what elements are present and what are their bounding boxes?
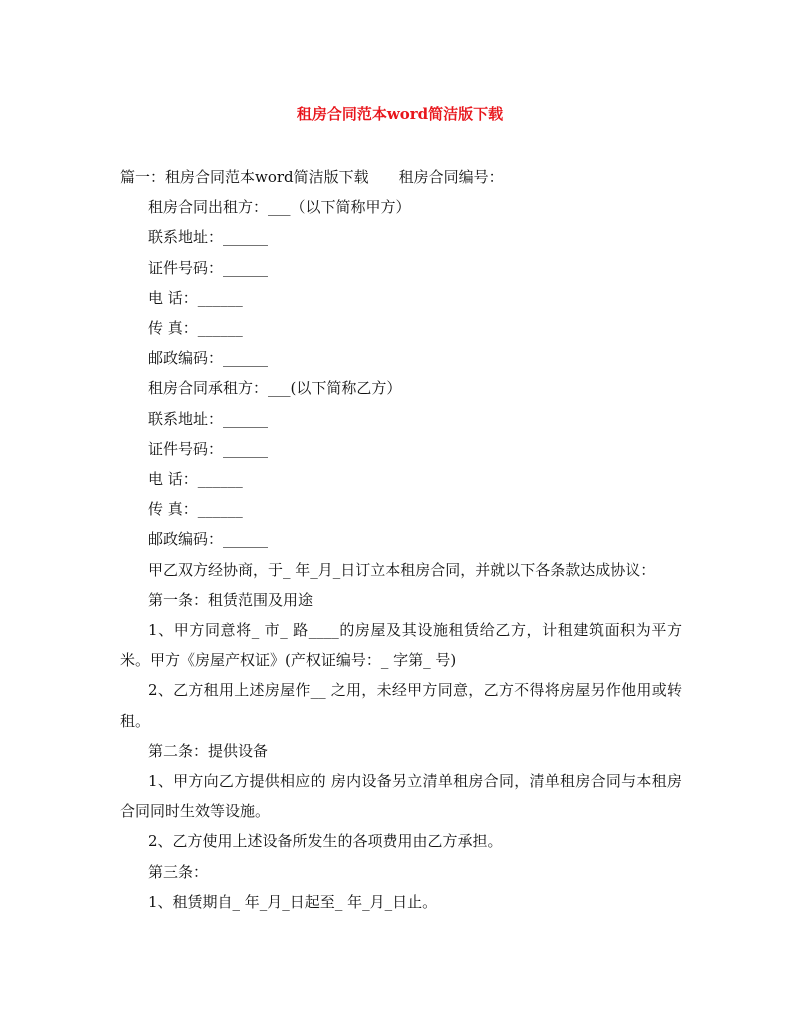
contract-number-label: 租房合同编号： bbox=[398, 168, 504, 186]
paragraph: 1、甲方向乙方提供相应的 房内设备另立清单租房合同，清单租房合同与本租房合同同时生效等设施。 bbox=[120, 772, 682, 821]
paragraph: 证件号码：______ bbox=[148, 258, 269, 277]
paragraph: 联系地址：______ bbox=[148, 228, 269, 247]
paragraph: 租房合同承租方：___(以下简称乙方） bbox=[148, 379, 402, 398]
paragraph: 联系地址：______ bbox=[148, 409, 269, 428]
paragraph: 传 真：______ bbox=[148, 319, 243, 338]
paragraph: 邮政编码：______ bbox=[148, 349, 269, 368]
paragraph: 第一条：租赁范围及用途 bbox=[148, 590, 314, 609]
paragraph: 1、租赁期自_ 年_月_日起至_ 年_月_日止。 bbox=[148, 892, 438, 911]
paragraph: 2、乙方租用上述房屋作__ 之用，未经甲方同意，乙方不得将房屋另作他用或转租。 bbox=[120, 681, 682, 730]
document-title: 租房合同范本word简洁版下载 bbox=[296, 105, 504, 123]
paragraph: 传 真：______ bbox=[148, 500, 243, 519]
paragraph: 邮政编码：______ bbox=[148, 530, 269, 549]
paragraph: 租房合同出租方：___（以下简称甲方） bbox=[148, 198, 411, 217]
paragraph: 电 话：______ bbox=[148, 288, 243, 307]
section-heading bbox=[120, 162, 682, 192]
paragraph: 第二条：提供设备 bbox=[148, 741, 269, 760]
paragraph: 甲乙双方经协商，于_ 年_月_日订立本租房合同，并就以下各条款达成协议： bbox=[148, 560, 656, 579]
paragraph: 证件号码：______ bbox=[148, 439, 269, 458]
paragraph: 2、乙方使用上述设备所发生的各项费用由乙方承担。 bbox=[148, 832, 503, 851]
paragraph: 电 话：______ bbox=[148, 470, 243, 489]
paragraph: 第三条： bbox=[148, 862, 209, 881]
document-body bbox=[120, 162, 682, 917]
paragraph: 1、甲方同意将_ 市_ 路____的房屋及其设施租赁给乙方，计租建筑面积为平方米。甲方《房屋产权证》(产权证编号：_ 字第_ 号) bbox=[120, 621, 682, 670]
section-part: 篇一：租房合同范本word简洁版下载 bbox=[120, 168, 369, 186]
